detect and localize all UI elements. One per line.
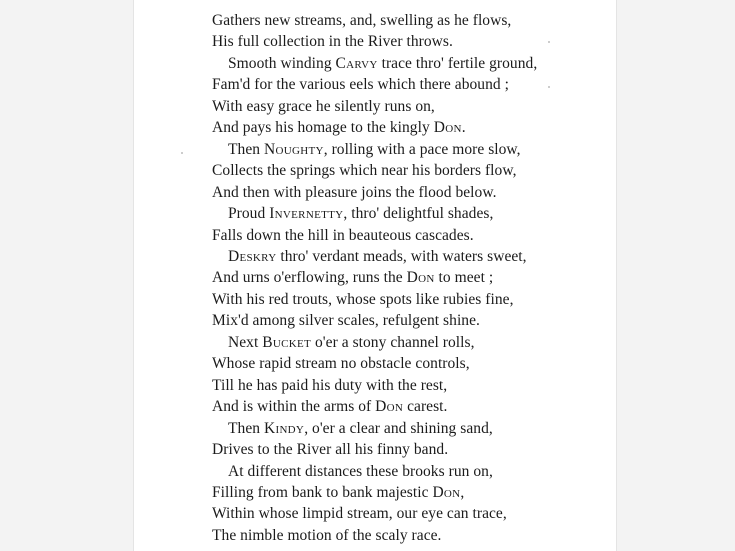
poem-line <box>212 289 537 310</box>
poem-line <box>212 418 537 439</box>
line-text: Within whose limpid stream, our eye can trace, <box>212 505 507 523</box>
line-text: , o'er a clear and shining sand, <box>304 419 493 437</box>
line-text: thro' verdant meads, with waters sweet, <box>276 247 527 265</box>
line-text: And is within the arms of <box>212 398 376 416</box>
line-text: Next <box>228 333 263 351</box>
river-name: Don <box>406 269 435 287</box>
poem-line <box>212 182 537 203</box>
line-text: And urns o'erflowing, runs the <box>212 269 407 287</box>
poem-line <box>212 525 537 546</box>
line-text: At different distances these brooks run on, <box>228 462 493 480</box>
poem-line <box>212 31 537 52</box>
river-name: Don <box>375 398 404 416</box>
line-text: , thro' delightful shades, <box>343 205 494 223</box>
line-text: to meet ; <box>434 269 494 287</box>
poem-line <box>212 160 537 181</box>
line-text: carest. <box>403 398 448 416</box>
line-text: Then <box>228 419 264 437</box>
poem-line <box>212 439 537 460</box>
line-text: Till he has paid his duty with the rest, <box>212 376 448 394</box>
poem-line <box>212 96 537 117</box>
line-text: , rolling with a pace more slow, <box>323 140 521 158</box>
poem-line <box>212 503 537 524</box>
line-text: With easy grace he silently runs on, <box>212 97 435 115</box>
poem-line <box>212 117 537 138</box>
line-text: , <box>460 483 465 501</box>
poem-line <box>212 10 537 31</box>
line-text: Smooth winding <box>228 54 336 72</box>
poem-line <box>212 74 537 95</box>
river-name: Don <box>433 119 462 137</box>
line-text: trace thro' fertile ground, <box>377 54 538 72</box>
line-text: And pays his homage to the kingly <box>212 119 434 137</box>
line-text: . <box>461 119 466 137</box>
line-text: Fam'd for the various eels which there abound ; <box>212 76 509 94</box>
river-name: Invernetty <box>269 205 344 223</box>
poem-line <box>212 375 537 396</box>
line-text: Proud <box>228 205 270 223</box>
poem-line <box>212 225 537 246</box>
poem-text <box>212 10 537 546</box>
line-text: Whose rapid stream no obstacle controls, <box>212 355 470 373</box>
river-name: Noughty <box>263 140 324 158</box>
river-name: Deskry <box>228 247 277 265</box>
line-text: The nimble motion of the scaly race. <box>212 526 442 544</box>
poem-line <box>212 332 537 353</box>
river-name: Bucket <box>262 333 312 351</box>
print-speck <box>548 86 550 88</box>
print-speck <box>548 41 550 43</box>
poem-line <box>212 396 537 417</box>
line-text: Gathers new streams, and, swelling as he flows, <box>212 12 512 29</box>
line-text: Falls down the hill in beauteous cascades. <box>212 226 474 244</box>
poem-line <box>212 461 537 482</box>
line-text: And then with pleasure joins the flood below. <box>212 183 497 201</box>
document-page <box>133 0 617 551</box>
poem-line <box>212 353 537 374</box>
line-text: Mix'd among silver scales, refulgent shine. <box>212 312 480 330</box>
poem-line <box>212 267 537 288</box>
line-text: His full collection in the River throws. <box>212 33 453 51</box>
line-text: With his red trouts, whose spots like rubies fine, <box>212 290 514 308</box>
print-speck <box>181 152 183 154</box>
poem-line <box>212 139 537 160</box>
line-text: Collects the springs which near his borders flow, <box>212 162 517 180</box>
poem-line <box>212 310 537 331</box>
poem-line <box>212 203 537 224</box>
line-text: Then <box>228 140 264 158</box>
river-name: Don <box>432 483 461 501</box>
line-text: Filling from bank to bank majestic <box>212 483 433 501</box>
line-text: Drives to the River all his finny band. <box>212 441 449 459</box>
poem-line <box>212 53 537 74</box>
river-name: Kindy <box>263 419 305 437</box>
poem-line <box>212 246 537 267</box>
poem-line <box>212 482 537 503</box>
river-name: Carvy <box>335 54 378 72</box>
line-text: o'er a stony channel rolls, <box>311 333 475 351</box>
